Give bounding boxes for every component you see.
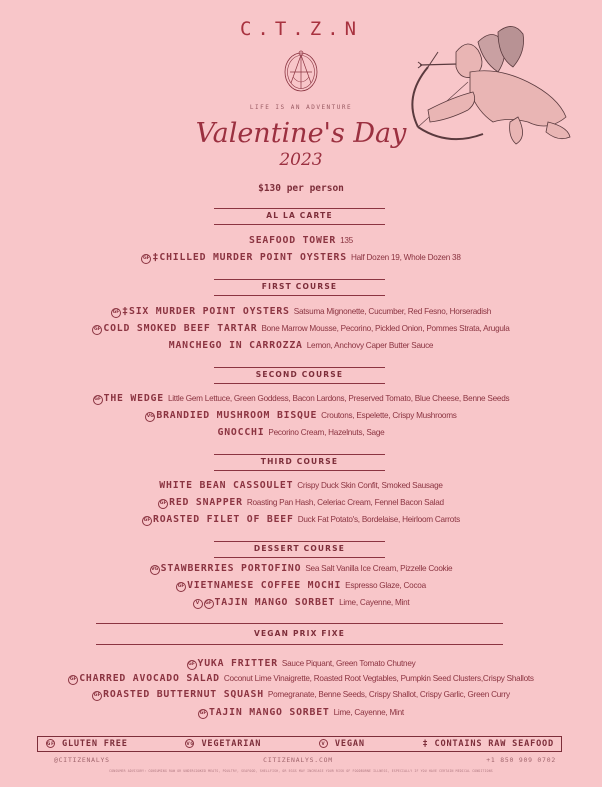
- price-per-person: $130 per person: [258, 183, 344, 194]
- section-header-second-course: SECOND COURSE: [214, 367, 385, 384]
- gluten-free-badge-icon: GF: [68, 675, 78, 685]
- menu-item-yuka-fritter: [0, 655, 602, 671]
- legend-vegetarian: [185, 739, 261, 749]
- gluten-free-badge-icon: GF: [93, 395, 103, 405]
- legend-vegan: [319, 739, 365, 749]
- item-name: COLD SMOKED BEEF TARTAR: [103, 323, 258, 334]
- item-name: MANCHEGO IN CARROZZA: [168, 340, 303, 351]
- menu-item-avocado-salad: [0, 670, 602, 686]
- gluten-free-badge-icon: GF: [92, 691, 102, 701]
- menu-item-cassoulet: [0, 477, 602, 493]
- legend-gluten-free: [46, 739, 128, 749]
- item-desc: Bone Marrow Mousse, Pecorino, Pickled Onion, Pommes Strata, Arugula: [261, 324, 510, 333]
- menu-item-six-oysters: [0, 303, 602, 319]
- gluten-free-badge-icon: GF: [47, 741, 55, 746]
- tagline: LIFE IS AN ADVENTURE: [249, 104, 353, 111]
- menu-item-mango-sorbet: [0, 594, 602, 610]
- item-name: TAJIN MANGO SORBET: [209, 707, 330, 718]
- item-desc: Roasting Pan Hash, Celeriac Cream, Fennel Bacon Salad: [246, 498, 444, 507]
- item-desc: Half Dozen 19, Whole Dozen 38: [350, 253, 461, 262]
- item-name: GNOCCHI: [217, 427, 265, 438]
- menu-item-manchego: [0, 337, 602, 353]
- phone-number: +1 850 909 0702: [486, 756, 556, 764]
- gluten-free-badge-icon: GF: [111, 308, 121, 318]
- page-title: Valentine's Day: [195, 118, 407, 149]
- menu-item-vegan-mango-sorbet: [0, 704, 602, 720]
- section-header-first-course: FIRST COURSE: [214, 279, 385, 296]
- item-name: THE WEDGE: [103, 393, 164, 404]
- menu-item-mushroom-bisque: [0, 407, 602, 423]
- item-name: ROASTED FILET OF BEEF: [153, 514, 294, 525]
- menu-item-the-wedge: [0, 390, 602, 406]
- gluten-free-badge-icon: GF: [141, 254, 151, 264]
- vegetarian-badge-icon: VG: [186, 741, 195, 746]
- menu-item-coffee-mochi: [0, 577, 602, 593]
- section-header-dessert-course: DESSERT COURSE: [214, 541, 385, 558]
- vegan-badge-icon: V: [193, 599, 203, 609]
- section-header-vegan-prix-fixe: VEGAN PRIX FIXE: [96, 623, 503, 645]
- item-desc: Sea Salt Vanilla Ice Cream, Pizzelle Cookie: [305, 564, 453, 573]
- menu-item-red-snapper: [0, 494, 602, 510]
- cupid-illustration: [398, 22, 573, 152]
- item-name: CHILLED MURDER POINT OYSTERS: [159, 252, 347, 263]
- gluten-free-badge-icon: GF: [187, 660, 197, 670]
- website-link: CITIZENALYS.COM: [263, 756, 333, 764]
- gluten-free-badge-icon: GF: [158, 499, 168, 509]
- menu-item-strawberries-portofino: [0, 560, 602, 576]
- menu-item-butternut-squash: [0, 686, 602, 702]
- gluten-free-badge-icon: GF: [92, 325, 102, 335]
- legend-label: VEGETARIAN: [201, 739, 262, 749]
- menu-item-seafood-tower: [0, 232, 602, 248]
- item-name: VIETNAMESE COFFEE MOCHI: [187, 580, 342, 591]
- legend-label: CONTAINS RAW SEAFOOD: [434, 739, 554, 749]
- item-desc: Pecorino Cream, Hazelnuts, Sage: [268, 428, 385, 437]
- raw-seafood-icon: ‡: [121, 306, 128, 317]
- item-desc: Croutons, Espelette, Crispy Mushrooms: [321, 411, 457, 420]
- instagram-handle: @CITIZENALYS: [54, 756, 110, 764]
- item-name: SEAFOOD TOWER: [249, 235, 337, 246]
- item-name: RED SNAPPER: [169, 497, 243, 508]
- item-name: WHITE BEAN CASSOULET: [159, 480, 294, 491]
- item-name: ROASTED BUTTERNUT SQUASH: [103, 689, 264, 700]
- item-desc: Crispy Duck Skin Confit, Smoked Sausage: [297, 481, 443, 490]
- brand-logo-text: C.T.Z.N: [239, 18, 363, 40]
- dietary-legend: [37, 736, 562, 752]
- item-desc: Lime, Cayenne, Mint: [339, 598, 410, 607]
- vegan-badge-icon: V: [319, 739, 328, 748]
- item-name: TAJIN MANGO SORBET: [214, 597, 336, 608]
- item-desc: Sauce Piquant, Green Tomato Chutney: [281, 659, 416, 668]
- item-desc: Espresso Glaze, Cocoa: [345, 581, 426, 590]
- item-desc: Lemon, Anchovy Caper Butter Sauce: [306, 341, 434, 350]
- item-desc: Pomegranate, Benne Seeds, Crispy Shallot, Crispy Garlic, Green Curry: [267, 690, 510, 699]
- section-header-al-la-carte: AL LA CARTE: [214, 208, 385, 225]
- consumer-advisory: CONSUMER ADVISORY: CONSUMING RAW OR UNDERCOOKED MEATS, POULTRY, SEAFOOD, SHELLFISH, OR EGGS MAY INCREASE YOUR RISK OF FOODBORNE ILLNESS, ESPECIALLY IF YOU HAVE CERTAIN MEDICAL CONDITIONS: [109, 769, 493, 773]
- legend-label: GLUTEN FREE: [61, 739, 128, 749]
- item-desc: Coconut Lime Vinaigrette, Roasted Root Vegtables, Pumpkin Seed Clusters,Crispy Shallots: [223, 674, 534, 683]
- vegetarian-badge-icon: VG: [150, 565, 160, 575]
- menu-item-beef-tartar: [0, 320, 602, 336]
- vegetarian-badge-icon: VG: [145, 412, 155, 422]
- menu-item-chilled-oysters: [0, 249, 602, 265]
- legend-raw-seafood: [423, 739, 554, 749]
- raw-seafood-icon: ‡: [152, 252, 159, 263]
- raw-seafood-icon: ‡: [422, 739, 429, 749]
- gluten-free-badge-icon: GF: [198, 709, 208, 719]
- item-name: SIX MURDER POINT OYSTERS: [129, 306, 290, 317]
- title-year: 2023: [279, 150, 323, 170]
- item-price: 135: [340, 236, 353, 245]
- item-desc: Satsuma Mignonette, Cucumber, Red Fesno, Horseradish: [293, 307, 492, 316]
- item-name: BRANDIED MUSHROOM BISQUE: [156, 410, 318, 421]
- menu-item-filet-of-beef: [0, 511, 602, 527]
- gluten-free-badge-icon: GF: [204, 599, 214, 609]
- legend-label: VEGAN: [334, 739, 365, 749]
- item-name: YUKA FRITTER: [197, 658, 278, 669]
- gluten-free-badge-icon: GF: [176, 582, 186, 592]
- gluten-free-badge-icon: GF: [142, 516, 152, 526]
- item-name: STAWBERRIES PORTOFINO: [160, 563, 302, 574]
- footer-contact: [54, 756, 556, 764]
- item-desc: Little Gem Lettuce, Green Goddess, Bacon Lardons, Preserved Tomato, Blue Cheese, Benne Seeds: [167, 394, 510, 403]
- item-name: CHARRED AVOCADO SALAD: [79, 673, 220, 684]
- item-desc: Duck Fat Potato's, Bordelaise, Heirloom Carrots: [297, 515, 460, 524]
- section-header-third-course: THIRD COURSE: [214, 454, 385, 471]
- item-desc: Lime, Cayenne, Mint: [333, 708, 404, 717]
- menu-item-gnocchi: [0, 424, 602, 440]
- compass-emblem-icon: [283, 47, 319, 93]
